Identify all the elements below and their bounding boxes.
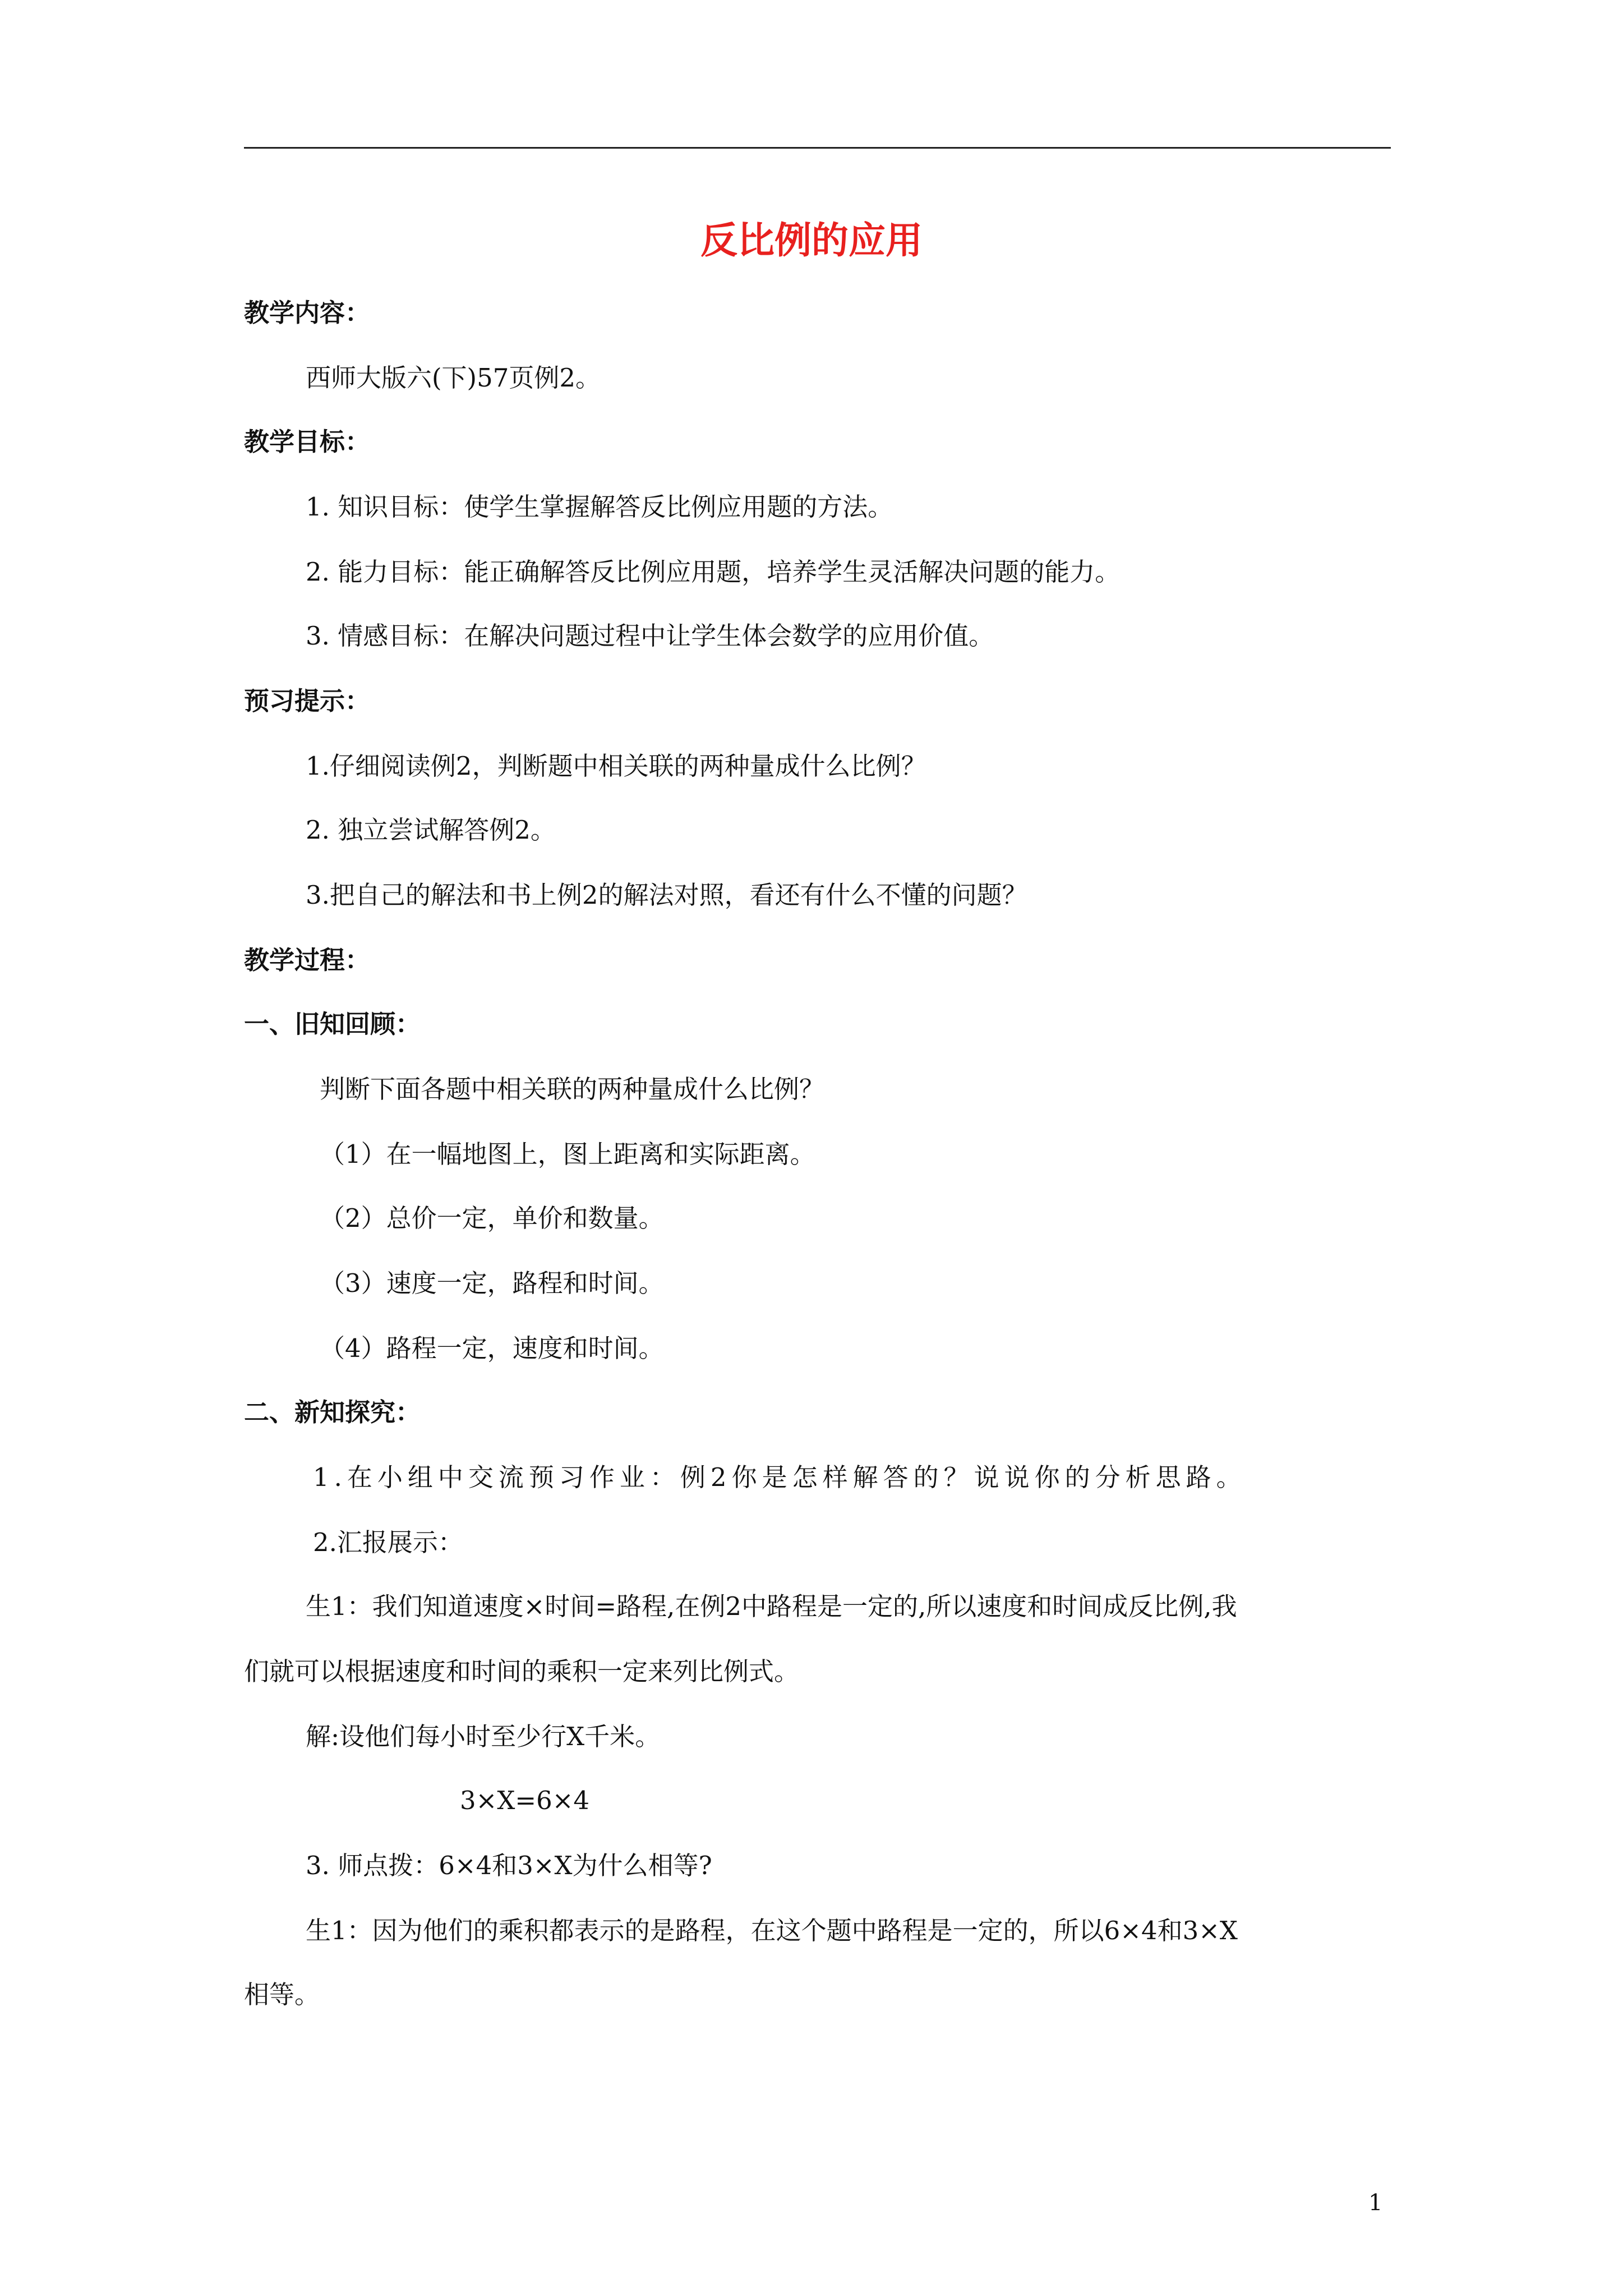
goal-item-2: 2. 能力目标：能正确解答反比例应用题，培养学生灵活解决问题的能力。 <box>306 557 1121 587</box>
student-answer-2-cont: 相等。 <box>244 1980 320 2009</box>
preview-item-2: 2. 独立尝试解答例2。 <box>306 815 556 845</box>
review-item-1: （1）在一幅地图上，图上距离和实际距离。 <box>320 1139 815 1169</box>
review-item-3: （3）速度一定，路程和时间。 <box>320 1268 664 1298</box>
student-answer-1: 生1：我们知道速度×时间=路程,在例2中路程是一定的,所以速度和时间成反比例,我 <box>306 1591 1237 1621</box>
section-heading-content: 教学内容： <box>244 298 371 328</box>
solution-setup: 解:设他们每小时至少行X千米。 <box>306 1722 661 1751</box>
goal-item-3: 3. 情感目标：在解决问题过程中让学生体会数学的应用价值。 <box>306 621 994 651</box>
page-number: 1 <box>1368 2190 1383 2216</box>
review-item-4: （4）路程一定，速度和时间。 <box>320 1333 664 1363</box>
solution-equation: 3×X=6×4 <box>460 1786 590 1815</box>
section-heading-goals: 教学目标： <box>244 427 371 457</box>
review-prompt: 判断下面各题中相关联的两种量成什么比例？ <box>320 1074 825 1104</box>
teacher-hint: 3. 师点拨：6×4和3×X为什么相等? <box>306 1851 712 1880</box>
preview-item-3: 3.把自己的解法和书上例2的解法对照，看还有什么不懂的问题？ <box>306 880 1027 910</box>
page-title: 反比例的应用 <box>700 218 923 262</box>
header-rule <box>244 147 1391 149</box>
explore-item-2: 2.汇报展示： <box>313 1527 463 1557</box>
goal-item-1: 1. 知识目标：使学生掌握解答反比例应用题的方法。 <box>306 492 893 522</box>
preview-item-1: 1.仔细阅读例2，判断题中相关联的两种量成什么比例？ <box>306 751 926 781</box>
review-item-2: （2）总价一定，单价和数量。 <box>320 1203 664 1233</box>
content-text: 西师大版六(下)57页例2。 <box>306 363 601 393</box>
subheading-explore: 二、新知探究： <box>244 1397 421 1427</box>
section-heading-process: 教学过程： <box>244 945 371 975</box>
student-answer-1-cont: 们就可以根据速度和时间的乘积一定来列比例式。 <box>244 1657 800 1686</box>
subheading-review: 一、旧知回顾： <box>244 1009 421 1039</box>
explore-item-1: 1.在小组中交流预习作业：例2你是怎样解答的？说说你的分析思路。 <box>313 1462 1247 1492</box>
student-answer-2: 生1：因为他们的乘积都表示的是路程，在这个题中路程是一定的，所以6×4和3×X <box>306 1916 1238 1945</box>
section-heading-preview: 预习提示： <box>244 686 371 716</box>
